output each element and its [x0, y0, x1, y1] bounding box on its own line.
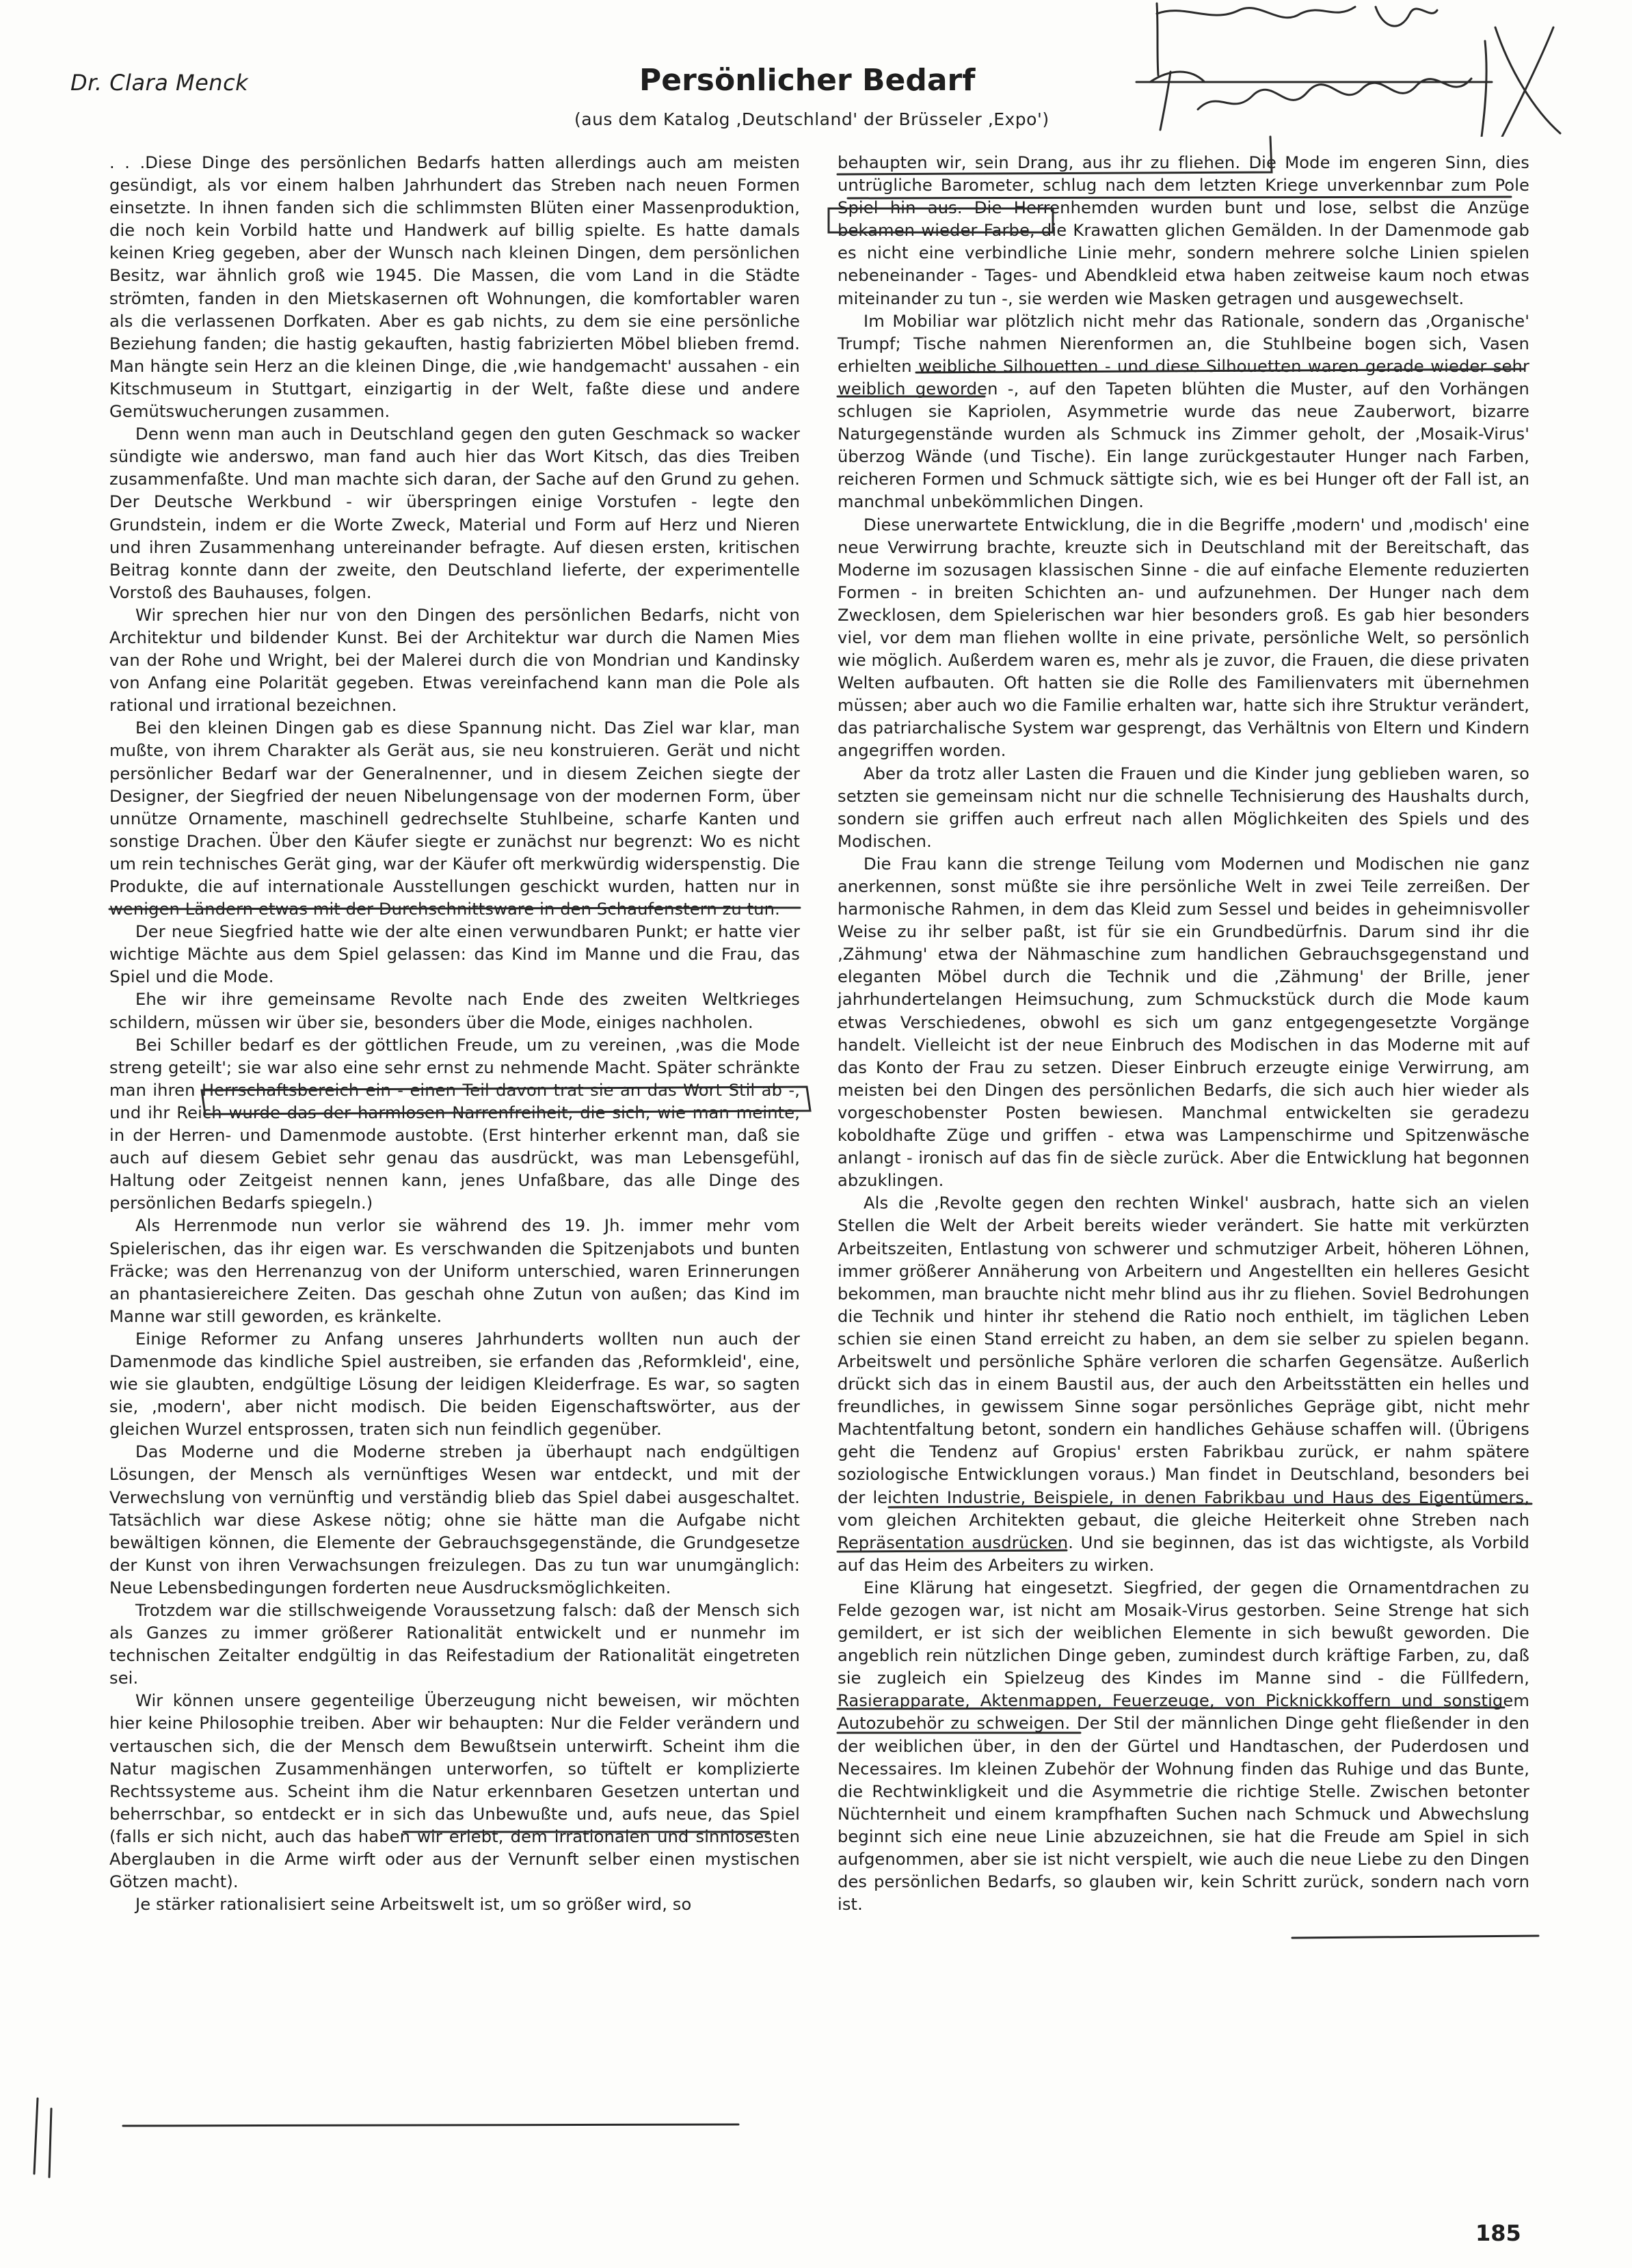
paragraph: Ehe wir ihre gemeinsame Revolte nach Ende des zweiten Weltkrieges schildern, müssen wir über sie, besonders über die Mode, einiges nachholen.	[109, 990, 800, 1032]
pen-underline	[838, 1550, 1067, 1552]
paragraph: Die Frau kann die strenge Teilung vom Modernen und Modischen nie ganz anerkennen, sonst müßte sie ihre persönliche Welt in zwei Teile zerreißen. Der harmonische Rahmen, in dem das Kleid zum Sessel und beides in geheimnisvoller Weise zu ihr selber paßt, ist für sie ein Grundbedürfnis. Darum sind ihr die ‚Zähmung' etwa der Nähmaschine zum handlichen Gebrauchsgegenstand und eleganten Möbel durch die Technik und die ‚Zähmung' der Brille, jener jahrhundertelangen Heimsuchung, zum Schmuckstück durch die Mode kaum etwas Verschiedenes, obwohl es sich um ganz entgegengesetzte Vorgänge handelt. Vielleicht ist der neue Einbruch des Modischen in das Moderne mit auf das Konto der Frau zu setzen. Dieser Einbruch erzeugte einige Verwirrung, am meisten bei den Dingen des persönlichen Bedarfs, die sich auch hier wieder als vorgeschobenster Posten bewiesen. Manchmal entwickelten sie geradezu koboldhafte Züge und griffen - etwa was Lampenschirme und Spitzenwäsche anlangt - ironisch auf das fin de siècle zurück. Aber die Entwicklung hat begonnen abzuklingen.	[838, 854, 1529, 1191]
paragraph: Trotzdem war die stillschweigende Voraussetzung falsch: daß der Mensch sich als Ganzes zu immer größerer Rationalität entwickelt und er nunmehr im technischen Zeitalter endgültig in das Reifestadium der Rationalität eingetreten sei.	[109, 1601, 800, 1688]
margin-mark	[49, 2109, 51, 2177]
pen-underline	[848, 197, 1511, 198]
paragraph: Eine Klärung hat eingesetzt. Siegfried, der gegen die Ornamentdrachen zu Felde gezogen war, ist nicht am Mosaik-Virus gestorben. Seine Strenge hat sich gemildert, er ist sich der weiblichen Elemente in sich bewußt geworden. Die angeblich rein nützlichen Dinge geben, zumindest durch kräftige Farben, zu, daß sie zugleich ein Spielzeug des Kindes im Manne sind - die Füllfedern, Rasierapparate, Aktenmappen, Feuerzeuge, von Picknickkoffern und sonstigem Autozubehör zu schweigen. Der Stil der männlichen Dinge geht fließender in den der weiblichen über, in den der Gürtel und Handtaschen, der Puderdosen und Necessaires. Im kleinen Zubehör der Wohnung finden das Ruhige und das Bunte, die Rechtwinkligkeit und die Asymmetrie die richtige Stelle. Zwischen betonter Nüchternheit und einem krampfhaften Suchen nach Schmuck und Abwechslung beginnt sich eine neue Linie abzuzeichnen, sie hat die Freude am Spiel in sich aufgenommen, aber sie ist nicht verspielt, wie auch die neue Liebe zu den Dingen des persönlichen Bedarfs, so glauben wir, kein Schritt zurück, sondern nach vorn ist.	[838, 1578, 1529, 1915]
page-number: 185	[1475, 2220, 1521, 2246]
paragraph: Aber da trotz aller Lasten die Frauen und die Kinder jung geblieben waren, so setzten sie gemeinsam nicht nur die schnelle Technisierung des Haushalts durch, sondern sie griffen auch erfreut nach allen Möglichkeiten des Spiels und des Modischen.	[838, 764, 1529, 851]
pen-underline	[916, 369, 1525, 373]
paragraph: Als Herrenmode nun verlor sie während des 19. Jh. immer mehr vom Spielerischen, das ihr eigen war. Es verschwanden die Spitzenjabots und bunten Fräcke; was den Herrenanzug von der Uniform unterschied, waren Erinnerungen an phantasiereichere Zeiten. Das geschah ohne Zutun von außen; das Kind im Manne war still geworden, es kränkelte.	[109, 1216, 800, 1326]
pen-underline	[123, 2124, 738, 2126]
paragraph: behaupten wir, sein Drang, aus ihr zu fliehen. Die Mode im engeren Sinn, dies untrügliche Barometer, schlug nach dem letzten Kriege unverkennbar zum Pole Spiel hin aus. Die Herrenhemden wurden bunt und lose, selbst die Anzüge bekamen wieder Farbe, die Krawatten glichen Gemälden. In der Damenmode gab es nicht eine verbindliche Linie mehr, sondern mehrere solche Linien spielen nebeneinander - Tages- und Abendkleid etwa haben zeitweise kaum noch etwas miteinander zu tun -, sie werden wie Masken getragen und ausgewechselt.	[838, 153, 1529, 308]
pen-underline	[1292, 1936, 1538, 1938]
paragraph: Wir können unsere gegenteilige Überzeugung nicht beweisen, wir möchten hier keine Philosophie treiben. Aber wir behaupten: Nur die Felder verändern und vertauschen sich, die der Mensch dem Bewußtsein unterwirft. Scheint ihm die Natur magischen Zusammenhängen unterworfen, so tüftelt er komplizierte Rechtssysteme aus. Scheint ihm die Natur erkennbaren Gesetzen untertan und beherrschbar, so entdeckt er in sich das Unbewußte und, aufs neue, das Spiel (falls er sich nicht, auch das haben wir erlebt, dem irrationalen und sinnlosesten Aberglauben in die Arme wirft oder aus der Vernunft selber einen mystischen Götzen macht).	[109, 1691, 800, 1892]
pen-underline	[838, 1707, 1504, 1709]
pen-bracket	[829, 208, 1053, 232]
paragraph: Einige Reformer zu Anfang unseres Jahrhunderts wollten nun auch der Damenmode das kindliche Spiel austreiben, sie erfanden das ‚Reformkleid', eine, wie sie glaubten, endgültige Lösung der leidigen Kleiderfrage. Es war, so sagten sie, ‚modern', aber nicht modisch. Die beiden Eigenschaftswörter, aus der gleichen Wurzel entsprossen, traten sich nun feindlich gegenüber.	[109, 1329, 800, 1440]
pen-underline	[889, 1504, 1531, 1507]
paragraph: Im Mobiliar war plötzlich nicht mehr das Rationale, sondern das ‚Organische' Trumpf; Tische nahmen Nierenformen an, die Stuhlbeine bogen sich, Vasen erhielten weibliche Silhouetten - und diese Silhouetten waren gerade wieder sehr weiblich geworden -, auf den Tapeten blühten die Muster, auf den Vorhängen schlugen sie Kapriolen, Asymmetrie wurde das neue Zauberwort, bizarre Naturgegenstände wurden als Schmuck ins Zimmer geholt, der ‚Mosaik-Virus' überzog Wände (und Tische). Ein lange zurückgestauter Hunger nach Farben, reicheren Formen und Schmuck sättigte sich, wie es bei Hunger oft der Fall ist, an manchmal unbekömmlichen Dingen.	[838, 311, 1529, 512]
paragraph: Bei Schiller bedarf es der göttlichen Freude, um zu vereinen, ‚was die Mode streng geteilt'; sie war also eine sehr ernst zu nehmende Macht. Später schränkte man ihren Herrschaftsbereich ein - einen Teil davon trat sie an das Wort Stil ab -, und ihr Reich wurde das der harmlosen Narrenfreiheit, die sich, wie man meinte, in der Herren- und Damenmode austobte. (Erst hinterher erkennt man, daß sie auch auf diesem Gebiet sehr genau das ausdrückt, was man Lebensgefühl, Haltung oder Zeitgeist nennen kann, jenes Unfaßbare, das alle Dinge des persönlichen Bedarfs spiegeln.)	[109, 1035, 800, 1213]
paragraph: Als die ‚Revolte gegen den rechten Winkel' ausbrach, hatte sich an vielen Stellen die Welt der Arbeit bereits wieder verändert. Sie hatte mit verkürzten Arbeitszeiten, Entlastung von schwerer und schmutziger Arbeit, höheren Löhnen, immer größerer Annäherung von Arbeitern und Angestellten ein helleres Gesicht bekommen, man brauchte nicht mehr blind aus ihr zu fliehen. Soviel Bedrohungen die Technik und hinter ihr stehend die Ratio noch enthielt, im täglichen Leben schien sie einen Stand erreicht zu haben, an dem sie selber zu spielen begann. Arbeitswelt und persönliche Sphäre verloren die scharfen Gegensätze. Außerlich drückt sich das in einem Baustil aus, der auch den Arbeitsstätten ein helles und freundliches, in gewissem Sinne sogar persönliches Gepräge gibt, nicht mehr Machtentfaltung betont, sondern ein handliches Gehäuse schaffen will. (Übrigens geht die Tendenz auf Gropius' ersten Fabrikbau zurück, er nahm spätere soziologische Entwicklungen voraus.) Man findet in Deutschland, besonders bei der leichten Industrie, Beispiele, in denen Fabrikbau und Haus des Eigentümers, vom gleichen Architekten gebaut, die gleiche Heiterkeit ohne Streben nach Repräsentation ausdrücken. Und sie beginnen, das ist das wichtigste, als Vorbild auf das Heim des Arbeiters zu wirken.	[838, 1193, 1529, 1575]
margin-mark	[34, 2098, 38, 2174]
paragraph: Wir sprechen hier nur von den Dingen des persönlichen Bedarfs, nicht von Architektur und bildender Kunst. Bei der Architektur war durch die Namen Mies van der Rohe und Wright, bei der Malerei durch die von Mondrian und Kandinsky von Anfang eine Polarität gegeben. Etwas vereinfachend kann man die Pole als rational und irrational bezeichnen.	[109, 605, 800, 716]
paragraph: Der neue Siegfried hatte wie der alte einen verwundbaren Punkt; er hatte vier wichtige Mächte aus dem Spiel gelassen: das Kind im Manne und die Frau, das Spiel und die Mode.	[109, 922, 800, 987]
paragraph: . . .Diese Dinge des persönlichen Bedarfs hatten allerdings auch am meisten gesündigt, als vor einem halben Jahrhundert das Streben nach neuen Formen einsetzte. In ihnen fanden sich die schlimmsten Blüten einer Massenproduktion, die noch kein Vorbild hatte und Handwerk auf billig spielte. Es hatte damals keinen Krieg gegeben, aber der Wunsch nach kleinen Dingen, dem persönlichen Besitz, war ähnlich groß wie 1945. Die Massen, die vom Land in die Städte strömten, fanden in den Mietskasernen oft Wohnungen, die komfortabler waren als die verlassenen Dorfkaten. Aber es gab nichts, zu dem sie eine persönliche Beziehung fanden; die hastig gekauften, hastig fabrizierten Möbel blieben fremd. Man hängte sein Herz an die kleinen Dinge, die ‚wie handgemacht' aussahen - ein Kitschmuseum in Stuttgart, einzigartig in der Welt, faßte diese und andere Gemütswucherungen zusammen.	[109, 153, 800, 422]
paragraph: Diese unerwartete Entwicklung, die in die Begriffe ‚modern' und ‚modisch' eine neue Verwirrung brachte, kreuzte sich in Deutschland mit der Bereitschaft, das Moderne im sozusagen klassischen Sinne - die auf einfache Elemente reduzierten Formen - in breiten Schichten an- und aufzunehmen. Der Hunger nach dem Zwecklosen, dem Spielerischen war hier besonders groß. Es gab hier besonders viel, vor dem man fliehen wollte in eine private, persönliche Welt, so persönlich wie möglich. Außerdem waren es, mehr als je zuvor, die Frauen, die diese privaten Welten aufbauten. Oft hatten sie die Rolle des Familienvaters mit übernehmen müssen; aber auch wo die Familie erhalten war, hatte sich ihre Struktur verändert, das patriarchalische System war gesprengt, das Verhältnis von Eltern und Kindern angegriffen worden.	[838, 515, 1529, 761]
paragraph: Je stärker rationalisiert seine Arbeitswelt ist, um so größer wird, so	[135, 1895, 692, 1915]
article-title: Persönlicher Bedarf	[639, 63, 976, 98]
paragraph: Denn wenn man auch in Deutschland gegen den guten Geschmack so wacker sündigte wie anderswo, man fand auch hier das Wort Kitsch, das dies Treiben zusammenfaßte. Und man machte sich daran, der Sache auf den Grund zu gehen. Der Deutsche Werkbund - wir überspringen einige Vorstufen - legte den Grundstein, indem er die Worte Zweck, Material und Form auf Herz und Nieren und ihren Zusammenhang untereinander befragte. Auf diesen ersten, kritischen Beitrag konnte dann der zweite, den Deutschland lieferte, der experimentelle Vorstoß des Bauhauses, folgen.	[109, 424, 800, 602]
article-subtitle: (aus dem Katalog ‚Deutschland' der Brüsseler ‚Expo')	[574, 109, 1049, 129]
pen-underline	[838, 137, 1272, 174]
pen-underline	[109, 908, 800, 909]
author-name: Dr. Clara Menck	[70, 70, 249, 96]
pen-bracket	[202, 1087, 810, 1114]
paragraph: Das Moderne und die Moderne streben ja überhaupt nach endgültigen Lösungen, der Mensch als vernünftiges Wesen war entdeckt, und mit der Verwechslung von vernünftig und verständig blieb das Spiel dabei ausgeschaltet. Tatsächlich war diese Askese nötig; ohne sie hätte man die Aufgabe nicht bewältigen können, die Elemente der Gebrauchsgegenstände, die Grundgesetze der Kunst von ihren Verwachsungen freizulegen. Das zu tun war unumgänglich: Neue Lebensbedingungen forderten neue Ausdrucksmöglichkeiten.	[109, 1442, 800, 1597]
paragraph: Bei den kleinen Dingen gab es diese Spannung nicht. Das Ziel war klar, man mußte, von ihrem Charakter als Gerät aus, sie neu konstruieren. Gerät und nicht persönlicher Bedarf war der Generalnenner, und in diesem Zeichen siegte der Designer, der Siegfried der neuen Nibelungensage von der modernen Form, über unnütze Ornamente, maschinell gedrechselte Stuhlbeine, scharfe Kanten und sonstige Drachen. Über den Käufer siegte er zunächst nur begrenzt: Wo es nicht um rein technisches Gerät ging, war der Käufer oft merkwürdig widerspenstig. Die Produkte, die auf internationale Ausstellungen geschickt wurden, hatten nur in wenigen Ländern etwas mit der Durchschnittsware in den Schaufenstern zu tun.	[109, 718, 800, 919]
